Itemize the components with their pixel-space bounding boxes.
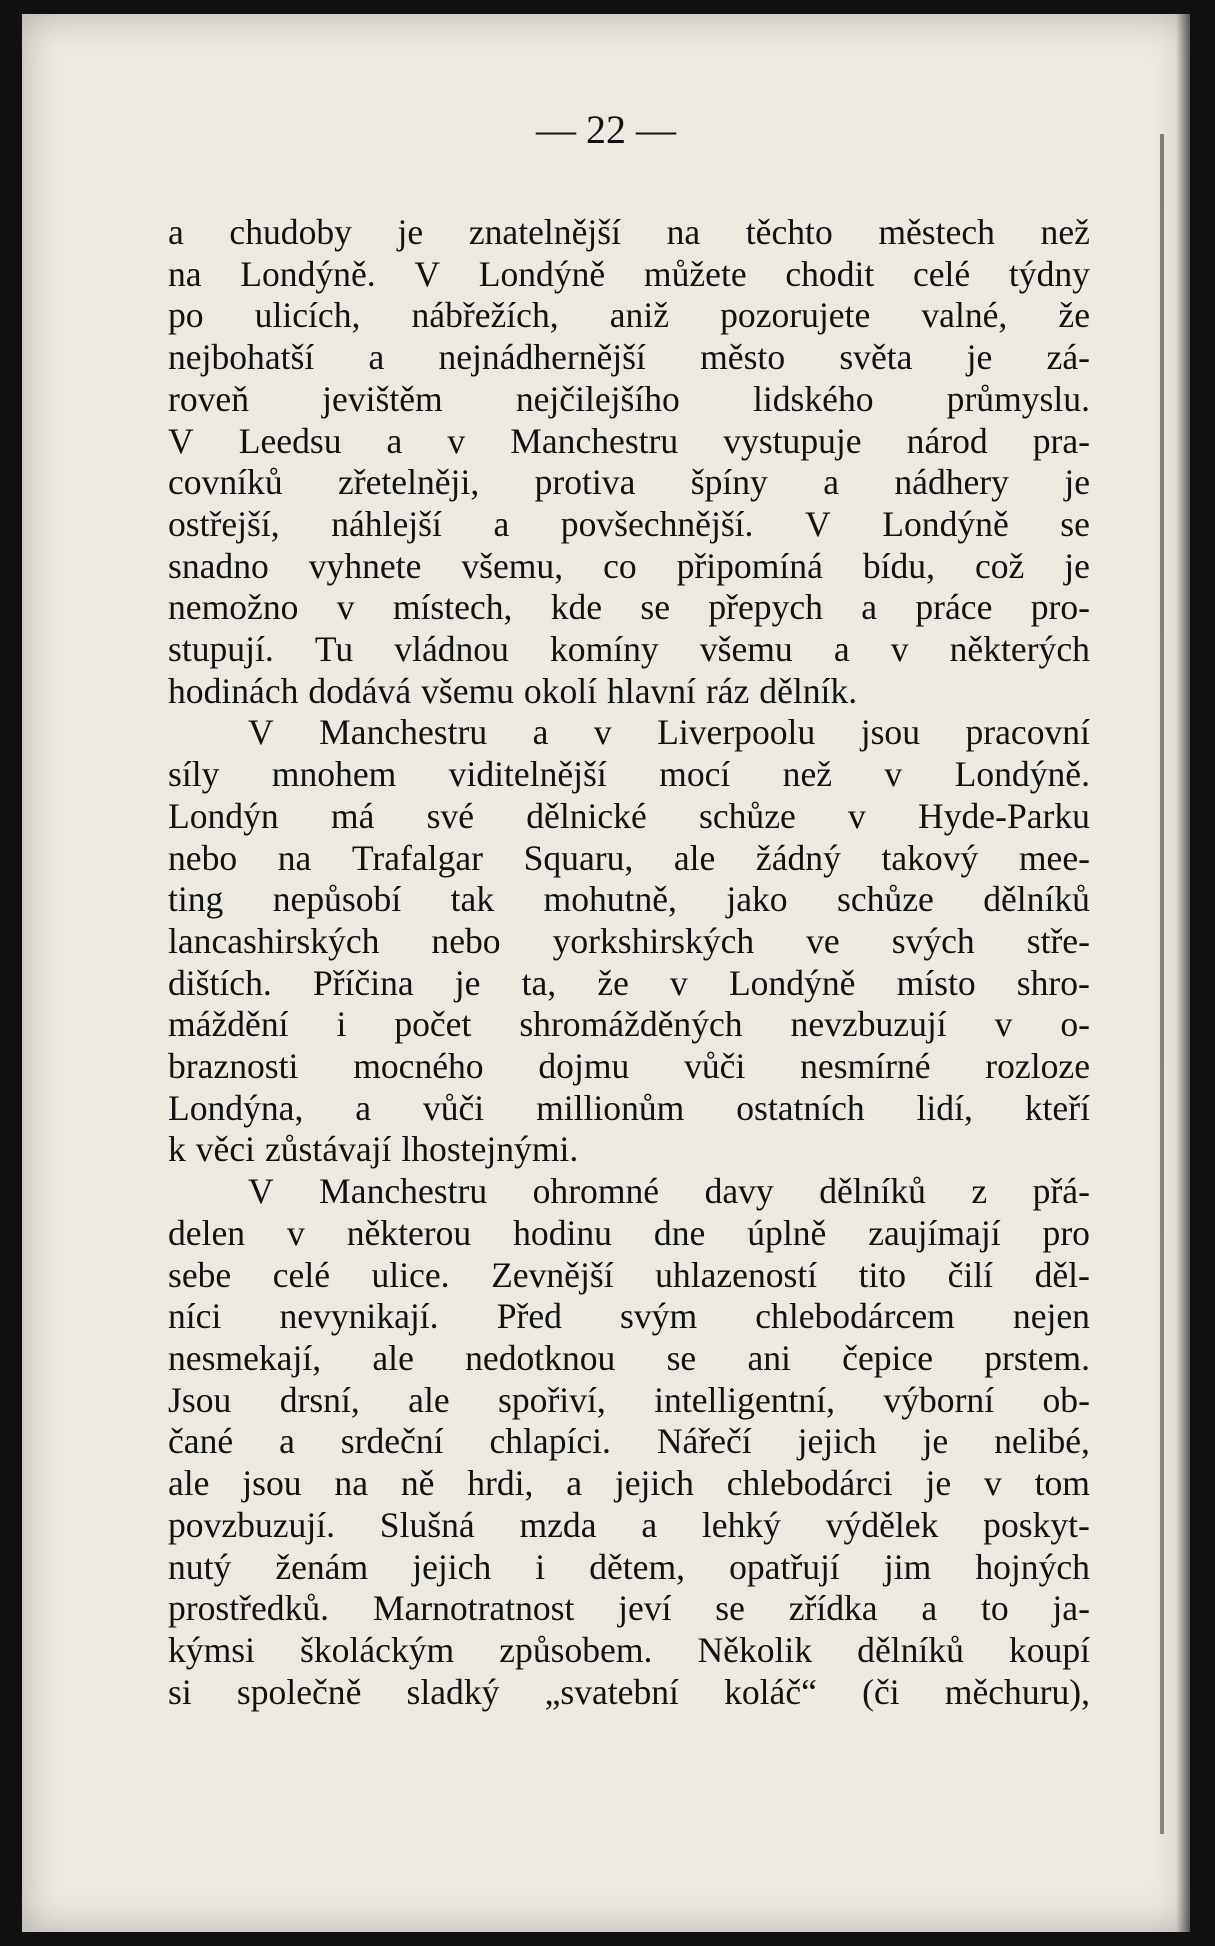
text-line: nemožno v místech, kde se přepych a práce pro- [168,587,1090,628]
text-line: covníků zřetelněji, protiva špíny a nádhery je [168,462,1090,503]
text-line: prostředků. Marnotratnost jeví se zřídka a to ja- [168,1588,1090,1629]
text-line: stupují. Tu vládnou komíny všemu a v některých [168,629,1090,670]
text-line: snadno vyhnete všemu, co připomíná bídu, což je [168,545,1090,586]
text-line: na Londýně. V Londýně můžete chodit celé týdny [168,253,1090,294]
text-line: kýmsi školáckým způsobem. Několik dělníků koupí [168,1629,1090,1670]
text-line: k věci zůstávají lhostejnými. [168,1129,579,1170]
text-line: hodinách dodává všemu okolí hlavní ráz dělník. [168,670,858,711]
text-line: delen v některou hodinu dne úplně zaujímají pro [168,1212,1090,1253]
text-line: máždění i počet shromážděných nevzbuzují v o- [168,1004,1090,1045]
text-line: níci nevynikají. Před svým chlebodárcem nejen [168,1296,1090,1337]
text-line: po ulicích, nábřežích, aniž pozorujete valné, že [168,295,1090,336]
text-line: sebe celé ulice. Zevnější uhlazeností tito čilí děl- [168,1254,1090,1295]
book-page [22,14,1190,1932]
text-line: V Manchestru a v Liverpoolu jsou pracovní [248,712,1090,753]
text-line: ale jsou na ně hrdi, a jejich chlebodárci je v tom [168,1463,1090,1504]
text-line: lancashirských nebo yorkshirských ve svých stře- [168,920,1090,961]
text-line: Londýn má své dělnické schůze v Hyde-Parku [168,795,1090,836]
text-line: a chudoby je znatelnější na těchto městech než [168,212,1090,252]
text-line: braznosti mocného dojmu vůči nesmírné rozloze [168,1046,1090,1087]
page-edge-shadow [1160,134,1164,1834]
text-line: roveň jevištěm nejčilejšího lidského průmyslu. [168,378,1090,419]
body-text [168,212,1090,1713]
text-line: dištích. Příčina je ta, že v Londýně místo shro- [168,962,1090,1003]
text-line: nutý ženám jejich i dětem, opatřují jim hojných [168,1546,1090,1587]
text-line: síly mnohem viditelnější mocí než v Londýně. [168,754,1090,795]
text-line: V Manchestru ohromné davy dělníků z přá- [248,1171,1090,1212]
text-line: nejbohatší a nejnádhernější město světa je zá- [168,337,1090,378]
text-line: si společně sladký „svatební koláč“ (či měchuru), [168,1671,1090,1712]
page-number: — 22 — [536,107,676,152]
text-line: nesmekají, ale nedotknou se ani čepice prstem. [168,1337,1090,1378]
text-line: V Leedsu a v Manchestru vystupuje národ pra- [168,420,1090,461]
text-line: čané a srdeční chlapíci. Nářečí jejich je nelibé, [168,1421,1090,1462]
text-line: Jsou drsní, ale spořiví, intelligentní, výborní ob- [168,1379,1090,1420]
text-line: povzbuzují. Slušná mzda a lehký výdělek poskyt- [168,1504,1090,1545]
text-line: nebo na Trafalgar Squaru, ale žádný takový mee- [168,837,1090,878]
text-line: ting nepůsobí tak mohutně, jako schůze dělníků [168,879,1090,920]
text-line: ostřejší, náhlejší a povšechnější. V Londýně se [168,503,1090,544]
text-line: Londýna, a vůči millionům ostatních lidí, kteří [168,1087,1090,1128]
